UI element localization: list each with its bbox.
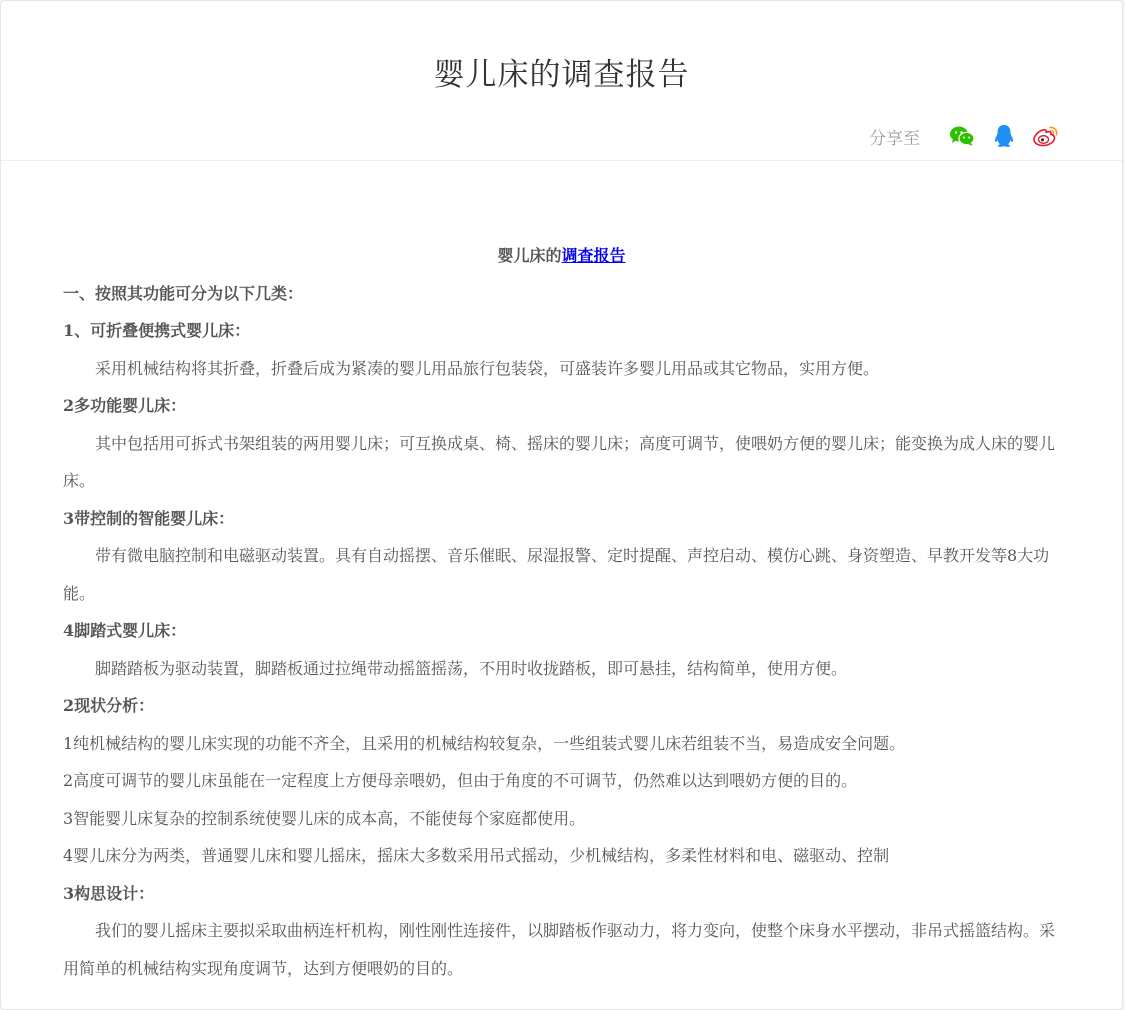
analysis-item-3: 3智能婴儿床复杂的控制系统使婴儿床的成本高，不能使每个家庭都使用。: [63, 808, 586, 828]
document-title-prefix: 婴儿床的: [497, 246, 562, 265]
share-bar: [869, 121, 1060, 151]
item-body-foldable: 采用机械结构将其折叠，折叠后成为紧凑的婴儿用品旅行包装袋，可盛装许多婴儿用品或其它物品，实用方便。: [95, 358, 880, 378]
document-title: [63, 237, 1060, 275]
wechat-icon[interactable]: [948, 122, 976, 150]
item-heading-pedal: 4脚踏式婴儿床：: [63, 621, 187, 640]
item-heading-multifunction: 2多功能婴儿床：: [63, 396, 187, 415]
section-heading-design: 3构思设计：: [63, 883, 155, 903]
page-title: 婴儿床的调查报告: [433, 57, 690, 93]
analysis-item-4: 4婴儿床分为两类，普通婴儿床和婴儿摇床，摇床大多数采用吊式摇动，少机械结构，多柔性材料和电、磁驱动、控制: [63, 846, 890, 865]
item-body-pedal: 脚踏踏板为驱动装置，脚踏板通过拉绳带动摇篮摇荡，不用时收拢踏板，即可悬挂，结构简单，使用方便。: [95, 658, 848, 678]
item-body-multifunction: 其中包括用可拆式书架组装的两用婴儿床；可互换成桌、椅、摇床的婴儿床；高度可调节，使喂奶方便的婴儿床；能变换为成人床的婴儿床。: [63, 433, 1056, 490]
item-heading-foldable: 1、可折叠便携式婴儿床：: [63, 321, 251, 340]
analysis-item-2: 2高度可调节的婴儿床虽能在一定程度上方便母亲喂奶，但由于角度的不可调节，仍然难以达到喂奶方便的目的。: [63, 771, 858, 790]
section-heading-analysis: 2现状分析：: [63, 696, 155, 715]
weibo-icon[interactable]: [1032, 122, 1060, 150]
design-body: 我们的婴儿摇床主要拟采取曲柄连杆机构，刚性刚性连接件，以脚踏板作驱动力，将力变向，使整个床身水平摆动，非吊式摇篮结构。采用简单的机械结构实现角度调节，达到方便喂奶的目的。: [63, 921, 1056, 978]
analysis-item-1: 1纯机械结构的婴儿床实现的功能不齐全，且采用的机械结构较复杂，一些组装式婴儿床若组装不当，易造成安全问题。: [63, 733, 906, 753]
article-header: [1, 1, 1122, 161]
article-body: [63, 237, 1060, 987]
qq-icon[interactable]: [990, 122, 1018, 150]
item-heading-smart: 3带控制的智能婴儿床：: [63, 508, 235, 528]
report-link[interactable]: 调查报告: [561, 246, 626, 265]
section-heading-classification: 一、按照其功能可分为以下几类：: [63, 283, 304, 303]
item-body-smart: 带有微电脑控制和电磁驱动装置。具有自动摇摆、音乐催眠、尿湿报警、定时提醒、声控启动、模仿心跳、身资塑造、早教开发等8大功能。: [63, 546, 1050, 603]
share-label: 分享至: [869, 128, 920, 149]
